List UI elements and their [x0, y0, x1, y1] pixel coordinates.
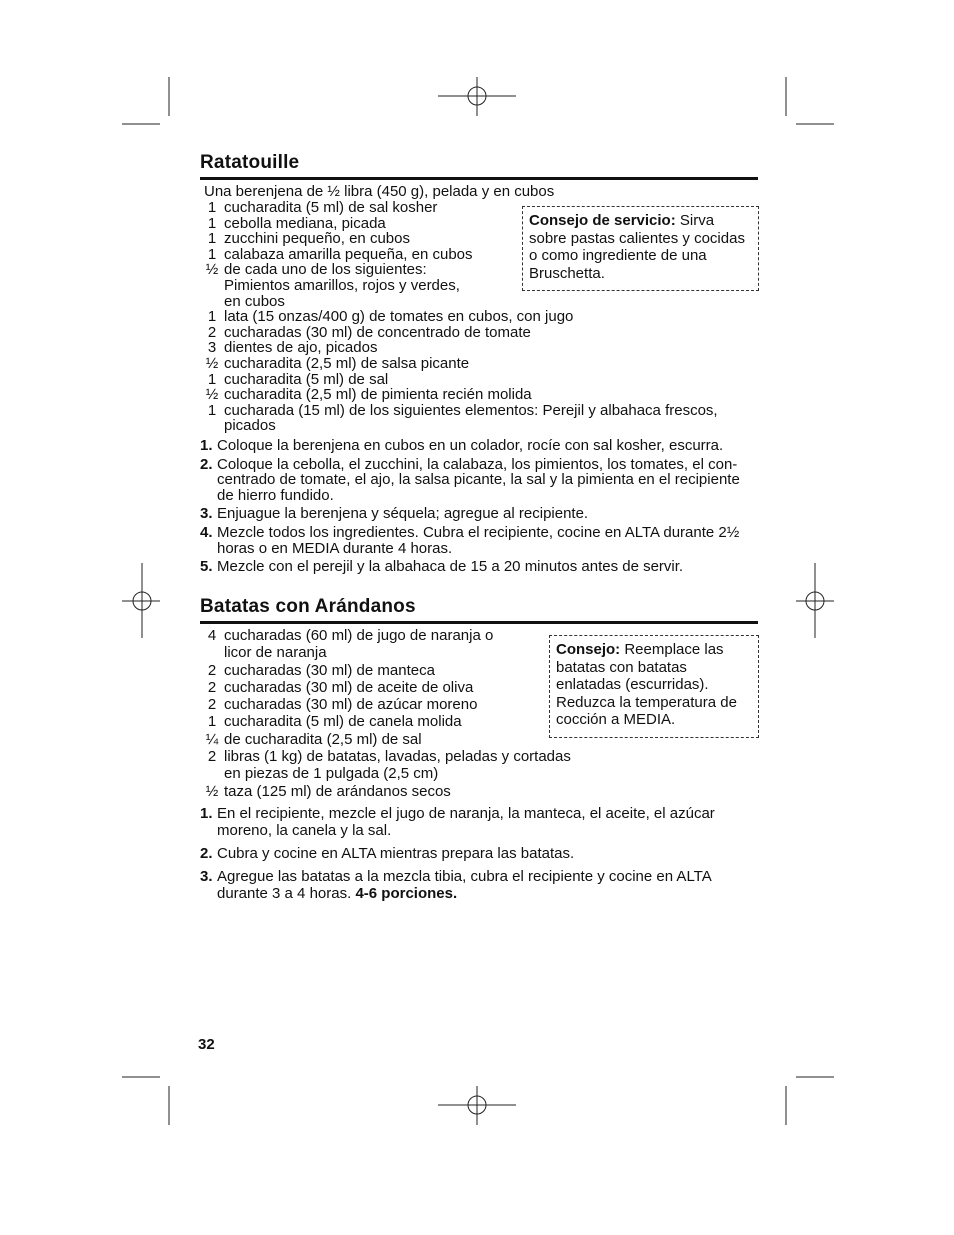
- ingredient-item: [200, 325, 750, 341]
- step-number: 3.: [200, 505, 213, 523]
- ingredient-qty: [200, 765, 224, 782]
- step-item: [200, 868, 735, 902]
- ingredient-item: [200, 748, 590, 765]
- ingredient-qty: 1: [207, 245, 217, 263]
- ingredient-qty: 2: [207, 678, 217, 696]
- step-list: [200, 805, 735, 908]
- step-text: [217, 805, 735, 839]
- step-body: Mezcle todos los ingredientes. Cubra el recipiente, cocine en ALTA durante 2½ horas o en MEDIA durante 4 horas.: [217, 523, 740, 557]
- ingredient-text: cucharadita (2,5 ml) de salsa picante: [224, 354, 470, 372]
- page-number: 32: [198, 1036, 215, 1053]
- ingredient-qty: [200, 644, 224, 661]
- step-yield: 4-6 porciones.: [355, 885, 458, 902]
- tip-text: Reemplace las batatas con batatas enlatadas (escurridas). Reduzca la temperatura de cocción a MEDIA.: [556, 641, 737, 728]
- step-item: [200, 457, 752, 504]
- ingredient-text: taza (125 ml) de arándanos secos: [224, 782, 451, 800]
- step-number: 1.: [200, 805, 213, 822]
- ingredient-text: licor de naranja: [224, 644, 327, 662]
- ingredient-item: [200, 294, 750, 310]
- ingredient-text: lata (15 onzas/400 g) de tomates en cubos, con jugo: [224, 308, 574, 326]
- ingredient-text: dientes de ajo, picados: [224, 339, 378, 357]
- ingredient-item: [200, 783, 590, 800]
- ingredient-item: [200, 309, 750, 325]
- step-text: [217, 525, 752, 556]
- ingredient-text: cucharadita (5 ml) de sal: [224, 370, 389, 388]
- ingredient-text: cucharadas (30 ml) de manteca: [224, 661, 435, 679]
- step-item: [200, 438, 752, 454]
- step-body: En el recipiente, mezcle el jugo de naranja, la manteca, el aceite, el azúcar moreno, la canela y la sal.: [217, 805, 715, 839]
- tip-label: Consejo de servicio:: [529, 212, 676, 229]
- tip-text: Sirva sobre pastas calientes y cocidas o como ingrediente de una Bruschetta.: [529, 212, 745, 282]
- ingredient-qty: 1: [207, 370, 217, 388]
- title-rule: [200, 177, 758, 180]
- ingredient-qty: ½: [205, 354, 219, 372]
- ingredient-item: [200, 731, 590, 748]
- step-item: [200, 805, 735, 839]
- ingredient-list: [200, 627, 590, 800]
- ingredient-text: zucchini pequeño, en cubos: [224, 230, 410, 248]
- ingredient-qty: [200, 278, 224, 294]
- title-rule: [200, 621, 758, 624]
- ingredient-qty: ½: [205, 261, 219, 279]
- recipe-title: Ratatouille: [200, 152, 300, 173]
- step-item: [200, 559, 752, 575]
- ingredient-qty: 3: [207, 339, 217, 357]
- ingredient-text: en piezas de 1 pulgada (2,5 cm): [224, 765, 439, 783]
- step-number: 2.: [200, 845, 213, 862]
- ingredient-text: de cada uno de los siguientes:: [224, 261, 427, 279]
- ingredient-qty: 4: [207, 627, 217, 644]
- ingredient-qty: ¼: [205, 730, 219, 748]
- ingredient-qty: ½: [205, 782, 219, 800]
- ingredient-item: [200, 356, 750, 372]
- tip-label: Consejo:: [556, 641, 621, 658]
- step-number: 4.: [200, 523, 213, 541]
- step-text: [217, 845, 735, 862]
- ingredient-item: [200, 765, 590, 782]
- ingredient-item: [200, 644, 590, 661]
- step-text: [217, 559, 752, 575]
- ingredient-text: cucharadas (30 ml) de azúcar moreno: [224, 696, 478, 714]
- ingredient-text: cucharadas (30 ml) de aceite de oliva: [224, 678, 474, 696]
- step-item: [200, 525, 752, 556]
- ingredient-qty: [200, 294, 224, 310]
- ingredient-item: [200, 627, 590, 644]
- ingredient-item: [200, 696, 590, 713]
- ingredient-text: picados: [224, 417, 276, 435]
- ingredient-text: cucharadita (5 ml) de sal kosher: [224, 199, 438, 216]
- ingredient-qty: [200, 418, 224, 434]
- step-number: 2.: [200, 455, 213, 473]
- serving-tip-box: [522, 206, 759, 291]
- ingredient-text: Pimientos amarillos, rojos y verdes,: [224, 276, 460, 294]
- recipe-intro: Una berenjena de ½ libra (450 g), pelada y en cubos: [204, 183, 555, 200]
- step-list: [200, 438, 752, 578]
- ingredient-qty: 2: [207, 661, 217, 679]
- step-body: Coloque la cebolla, el zucchini, la calabaza, los pimientos, los tomates, el con-centrado de tomate, el ajo, la salsa picante, la sal y la pimienta en el recipiente de hierro fundido.: [217, 455, 740, 504]
- ingredient-item: [200, 403, 750, 419]
- step-body: Agregue las batatas a la mezcla tibia, cubra el recipiente y cocine en ALTA durante 3 a 4 horas.: [217, 868, 711, 902]
- step-body: Coloque la berenjena en cubos en un colador, rocíe con sal kosher, escurra.: [217, 437, 724, 454]
- tip-box: [549, 635, 759, 738]
- ingredient-item: [200, 387, 750, 403]
- step-item: [200, 506, 752, 522]
- ingredient-item: [200, 418, 750, 434]
- ingredient-text: de cucharadita (2,5 ml) de sal: [224, 730, 422, 748]
- ingredient-qty: 1: [207, 713, 217, 731]
- ingredient-text: cucharadas (60 ml) de jugo de naranja o: [224, 627, 494, 644]
- step-body: Enjuague la berenjena y séquela; agregue al recipiente.: [217, 505, 589, 523]
- ingredient-text: en cubos: [224, 292, 285, 310]
- ingredient-qty: 1: [207, 199, 217, 216]
- ingredient-qty: ½: [205, 386, 219, 404]
- step-body: Cubra y cocine en ALTA mientras prepara las batatas.: [217, 845, 575, 862]
- step-number: 5.: [200, 558, 213, 576]
- step-text: [217, 438, 752, 454]
- ingredient-text: cucharadita (5 ml) de canela molida: [224, 713, 462, 731]
- ingredient-text: cebolla mediana, picada: [224, 214, 386, 232]
- ingredient-text: libras (1 kg) de batatas, lavadas, peladas y cortadas: [224, 748, 571, 766]
- step-item: [200, 845, 735, 862]
- step-number: 3.: [200, 868, 213, 885]
- ingredient-qty: 2: [207, 696, 217, 714]
- ingredient-item: [200, 340, 750, 356]
- ingredient-item: [200, 713, 590, 730]
- step-body: Mezcle con el perejil y la albahaca de 15 a 20 minutos antes de servir.: [217, 558, 684, 576]
- ingredient-qty: 2: [207, 323, 217, 341]
- ingredient-text: cucharadas (30 ml) de concentrado de tomate: [224, 323, 531, 341]
- step-text: [217, 868, 735, 902]
- ingredient-item: [200, 662, 590, 679]
- step-number: 1.: [200, 437, 213, 454]
- ingredient-qty: 1: [207, 308, 217, 326]
- ingredient-item: [200, 372, 750, 388]
- step-text: [217, 457, 752, 504]
- ingredient-text: calabaza amarilla pequeña, en cubos: [224, 245, 473, 263]
- ingredient-qty: 1: [207, 214, 217, 232]
- ingredient-qty: 1: [207, 230, 217, 248]
- ingredient-text: cucharadita (2,5 ml) de pimienta recién molida: [224, 386, 532, 404]
- ingredient-qty: 1: [207, 401, 217, 419]
- step-text: [217, 506, 752, 522]
- ingredient-text: cucharada (15 ml) de los siguientes elementos: Perejil y albahaca frescos,: [224, 401, 718, 419]
- ingredient-qty: 2: [207, 748, 217, 766]
- recipe-title: Batatas con Arándanos: [200, 596, 416, 617]
- ingredient-item: [200, 679, 590, 696]
